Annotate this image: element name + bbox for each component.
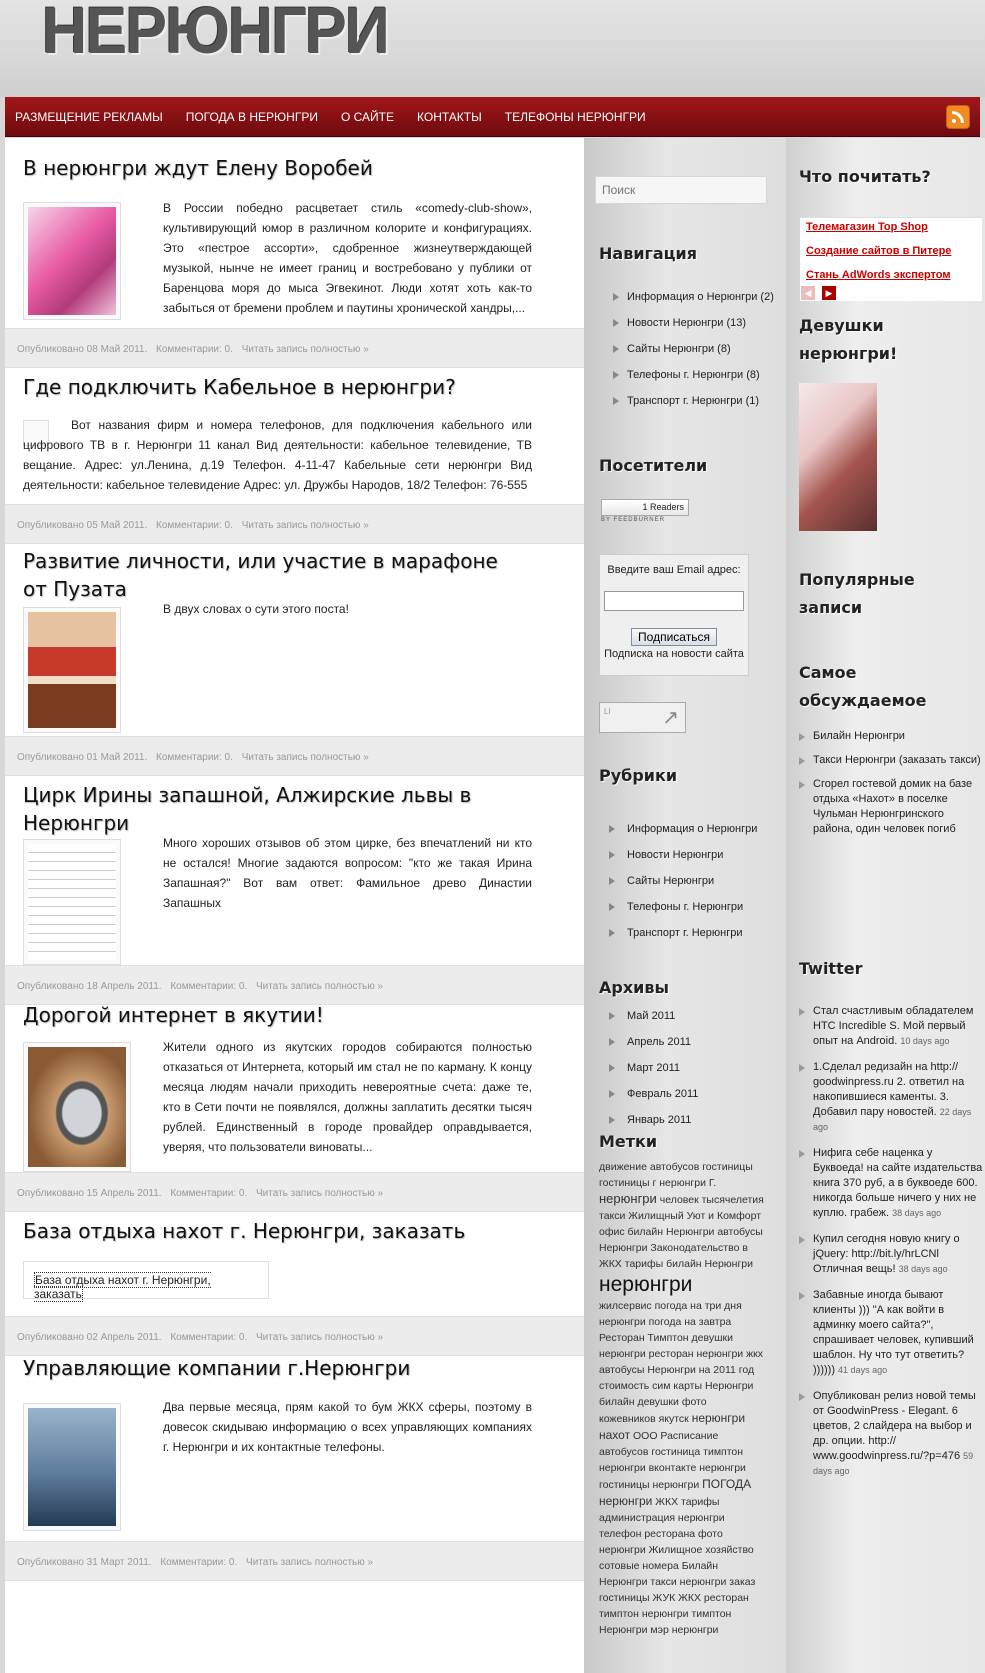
tag-link[interactable]: администрация нерюнгри xyxy=(599,1512,725,1524)
rubric-item[interactable]: Сайты Нерюнгри xyxy=(609,874,757,900)
tag-link[interactable]: гостиницы г нерюнгри xyxy=(599,1177,706,1189)
tag-link[interactable]: ресторан тимптон нерюнгри xyxy=(599,1592,749,1620)
post-title[interactable]: Управляющие компании г.Нерюнгри xyxy=(23,1356,411,1380)
tag-link[interactable]: Законодательство в ЖКХ xyxy=(599,1242,748,1270)
rubric-item[interactable]: Транспорт г. Нерюнгри xyxy=(609,926,757,952)
tag-link[interactable]: заказ гостиницы xyxy=(599,1576,756,1604)
tag-link[interactable]: Жилищное хозяйство xyxy=(648,1544,754,1556)
tweet-item xyxy=(799,1389,983,1479)
tag-link[interactable]: девушки xyxy=(637,1396,679,1408)
post xyxy=(5,369,584,509)
feedburner-counter[interactable]: 1 Readers xyxy=(601,499,689,516)
ad-link[interactable]: Телемагазин Top Shop xyxy=(806,221,928,233)
post-date: Опубликовано 08 Май 2011. xyxy=(17,344,148,355)
nav-item-about[interactable]: О САЙТЕ xyxy=(340,110,394,124)
nav-item-ads[interactable]: РАЗМЕЩЕНИЕ РЕКЛАМЫ xyxy=(15,110,163,124)
tweet-item xyxy=(799,1004,983,1049)
post-excerpt: В двух словах о сути этого поста! xyxy=(163,602,349,616)
rubric-item[interactable]: Новости Нерюнгри xyxy=(609,848,757,874)
tag-link[interactable]: нерюнгри гостиницы нерюнгри xyxy=(599,1462,746,1491)
post-excerpt: Вот названия фирм и номера телефонов, для подключения кабельного или цифрового ТВ в г. Нерюнгри 11 канал Вид деятельности: кабельное телевидение, ТВ вещание. Адрес: ул.Ленина, д.19 Телефон. 4-11-47 Кабельные сети нерюнгри Вид деятельности: кабельное телевидение Адрес: ул. Дружбы Народов, 18/2 Телефон: 76-555 xyxy=(23,418,532,492)
nav-widget-item[interactable]: Телефоны г. Нерюнгри (8) xyxy=(613,368,774,394)
nav-item-weather[interactable]: ПОГОДА В НЕРЮНГРИ xyxy=(185,110,318,124)
tweet-item xyxy=(799,1146,983,1221)
ad-link[interactable]: Создание сайтов в Питере xyxy=(806,245,952,257)
rubric-item[interactable]: Телефоны г. Нерюнгри xyxy=(609,900,757,926)
post-excerpt: В России победно расцветает стиль «comedy-club-show», культивирующий юмор в различном колорите и конфигурациях. Это «пестрое ассорти», сдобренное жизнеутверждающей музыкой, нынче не имеет границ и востребовано у публики от Баренцова моря до мыса Эгвекинот. Люди хотят хоть как-то забыться от бремени проблем и паутины хронической хандры,... xyxy=(163,201,532,315)
post-meta xyxy=(5,736,584,776)
nav-widget-title: Навигация xyxy=(599,244,698,263)
tweet-time[interactable]: 38 days ago xyxy=(892,1208,942,1218)
ad-link[interactable]: Стань AdWords экспертом xyxy=(806,269,951,281)
tag-link[interactable]: ПОГОДА нерюнгри xyxy=(599,1477,752,1508)
post-date: Опубликовано 02 Апрель 2011. xyxy=(17,1332,162,1343)
tag-link[interactable]: Жилищный Уют и Комфорт xyxy=(628,1210,762,1222)
post-meta xyxy=(5,504,584,544)
tag-link[interactable]: нерюнгри xyxy=(599,1273,693,1296)
tweet-time[interactable]: 38 days ago xyxy=(898,1264,948,1274)
tag-link[interactable]: ООО Расписание автобусов xyxy=(599,1430,719,1458)
email-label: Введите ваш Email адрес: xyxy=(607,564,741,576)
post-meta xyxy=(5,1541,584,1581)
counter-label: LI xyxy=(604,707,611,716)
nav-widget-item[interactable]: Сайты Нерюнгри (8) xyxy=(613,342,774,368)
search-input[interactable] xyxy=(595,176,767,204)
archive-item[interactable]: Февраль 2011 xyxy=(609,1087,698,1113)
read-more-link[interactable]: Читать запись полностью » xyxy=(256,1188,384,1199)
tag-link[interactable]: движение автобусов xyxy=(599,1161,700,1173)
ad-block xyxy=(800,217,982,301)
tags-widget-title: Метки xyxy=(599,1132,658,1151)
discussed-item[interactable]: Такси Нерюнгри (заказать такси) xyxy=(799,753,981,768)
read-more-link[interactable]: Читать запись полностью » xyxy=(241,520,369,531)
post-title[interactable]: В нерюнгри ждут Елену Воробей xyxy=(23,156,373,180)
nav-widget-item[interactable]: Информация о Нерюнгри (2) xyxy=(613,290,774,316)
discussed-list xyxy=(799,729,981,837)
post-thumbnail[interactable] xyxy=(23,607,121,733)
post-date: Опубликовано 15 Апрель 2011. xyxy=(17,1188,162,1199)
tag-link[interactable]: Билайн Нерюнгри xyxy=(599,1560,719,1588)
post-date: Опубликовано 31 Март 2011. xyxy=(17,1557,152,1568)
tag-link[interactable]: жкх xyxy=(746,1348,763,1360)
tag-link[interactable]: тарифы xyxy=(624,1258,664,1270)
post-comments[interactable]: Комментарии: 0. xyxy=(156,752,233,763)
read-more-link[interactable]: Читать запись полностью » xyxy=(241,752,369,763)
nav-widget-item[interactable]: Новости Нерюнгри (13) xyxy=(613,316,774,342)
tweet-time[interactable]: 10 days ago xyxy=(900,1036,950,1046)
tag-cloud xyxy=(599,1159,765,1638)
liveinternet-counter[interactable] xyxy=(599,702,686,733)
post-image-placeholder[interactable] xyxy=(23,1261,269,1299)
middle-sidebar xyxy=(584,138,786,1673)
tweet-item xyxy=(799,1232,983,1277)
tag-link[interactable]: стоимость сим карты xyxy=(599,1380,703,1392)
tag-link[interactable]: фото кожевников xyxy=(599,1396,707,1425)
discussed-widget-title: Самое обсуждаемое xyxy=(799,663,927,710)
post-date: Опубликовано 01 Май 2011. xyxy=(17,752,148,763)
tag-link[interactable]: Г. xyxy=(708,1177,717,1189)
tag-link[interactable]: Нерюнгри xyxy=(599,1624,648,1636)
subscribe-box xyxy=(599,554,749,676)
tag-link[interactable]: такси xyxy=(599,1210,626,1222)
archive-item[interactable]: Апрель 2011 xyxy=(609,1035,698,1061)
rss-icon[interactable] xyxy=(946,105,970,129)
tag-link[interactable]: Нерюнгри билайн xyxy=(599,1380,754,1408)
site-logo[interactable]: НЕРЮНГРИ xyxy=(42,0,389,67)
next-arrow-icon[interactable]: ▶ xyxy=(822,286,836,300)
post-comments[interactable]: Комментарии: 0. xyxy=(160,1557,238,1568)
main-content xyxy=(5,138,584,1673)
post-comments[interactable]: Комментарии: 0. xyxy=(156,344,233,355)
tag-link[interactable]: нерюнгри xyxy=(599,1191,657,1206)
post xyxy=(5,777,584,977)
archives-widget-title: Архивы xyxy=(599,978,669,997)
read-more-link[interactable]: Читать запись полностью » xyxy=(256,1332,384,1343)
tweet-text: Забавные иногда бывают клиенты ))) "А как войти в админку моего сайта?", спрашивает человек, купивший шаблон. Ну что тут ответить? )))))) xyxy=(813,1289,974,1376)
nav-item-contacts[interactable]: КОНТАКТЫ xyxy=(417,110,482,124)
tweet-item xyxy=(799,1060,983,1135)
post-meta xyxy=(5,1172,584,1212)
nav-widget-item[interactable]: Транспорт г. Нерюнгри (1) xyxy=(613,394,774,420)
rubrics-widget-title: Рубрики xyxy=(599,766,678,785)
tag-link[interactable]: погода на три дня xyxy=(654,1300,742,1312)
tag-link[interactable]: нерюнгри погода на завтра xyxy=(599,1316,732,1328)
tag-link[interactable]: тысячелетия xyxy=(701,1194,764,1206)
post-meta xyxy=(5,965,584,1005)
tag-link[interactable]: тимптон xyxy=(691,1608,732,1620)
site-header xyxy=(0,0,985,97)
post-excerpt: Жители одного из якутских городов собираются полностью отказаться от Интернета, который им стал не по карману. К концу месяца людям начали приходить невероятные счета: даже те, кто в Сети почти не появлялся, должны заплатить десятки тысяч рублей. Единственный в городе провайдер оправдывается, уверяя, что пользователи виноваты... xyxy=(163,1040,532,1154)
subscribe-button[interactable]: Подписаться xyxy=(631,628,717,646)
post-comments[interactable]: Комментарии: 0. xyxy=(170,1332,248,1343)
post-thumbnail[interactable] xyxy=(23,202,121,320)
tag-link[interactable]: девушки нерюнгри xyxy=(599,1332,733,1360)
post-excerpt: Много хороших отзывов об этом цирке, без впечатлений ни кто не остался! Многие задаются вопросом: "кто же такая Ирина Запашная?" Вот вам ответ: Фамильное древо Династии Запашных xyxy=(163,836,532,910)
main-nav xyxy=(5,97,980,137)
tweet-text: Нифига себе наценка у Буквоеда! на сайте издательства книга 370 руб, а в буквоеде 600. никогда больше ничего у них не куплю. грабеж. xyxy=(813,1147,983,1219)
read-widget-title: Что почитать? xyxy=(799,167,931,186)
post-date: Опубликовано 18 Апрель 2011. xyxy=(17,981,162,992)
feedburner-label: BY FEEDBURNER xyxy=(601,517,665,523)
subscribe-note[interactable]: Подписка на новости сайта xyxy=(604,648,744,660)
twitter-widget-title: Twitter xyxy=(799,959,863,978)
archive-item[interactable]: Январь 2011 xyxy=(609,1113,698,1139)
right-sidebar xyxy=(786,138,985,1673)
post-meta xyxy=(5,1316,584,1356)
tweet-time[interactable]: 22 days ago xyxy=(813,1107,972,1132)
post-comments[interactable]: Комментарии: 0. xyxy=(156,520,233,531)
tag-link[interactable]: Ресторан Тимптон xyxy=(599,1332,689,1344)
tag-link[interactable]: нерюнгри вконтакте xyxy=(599,1462,697,1474)
post xyxy=(5,1213,584,1323)
nav-item-phones[interactable]: ТЕЛЕФОНЫ НЕРЮНГРИ xyxy=(504,110,646,124)
read-more-link[interactable]: Читать запись полностью » xyxy=(241,344,369,355)
tag-link[interactable]: ЖКХ тарифы xyxy=(655,1496,720,1508)
rubric-item[interactable]: Информация о Нерюнгри xyxy=(609,822,757,848)
tag-link[interactable]: нахот xyxy=(599,1428,631,1442)
read-more-link[interactable]: Читать запись полностью » xyxy=(256,981,384,992)
girl-photo[interactable] xyxy=(799,383,877,531)
popular-widget-title: Популярные записи xyxy=(799,570,915,617)
rubrics-list xyxy=(609,822,757,952)
post-excerpt: Два первые месяца, прям какой то бум ЖКХ сферы, поэтому в довесок скидываю информацию о всех управляющих компаниях г. Нерюнгри и их контактные телефоны. xyxy=(163,1400,532,1454)
discussed-item[interactable]: Билайн Нерюнгри xyxy=(799,729,981,744)
tag-link[interactable]: офис билайн Нерюнгри xyxy=(599,1226,715,1238)
tag-link[interactable]: мэр нерюнгри xyxy=(650,1624,719,1636)
post xyxy=(5,1357,584,1567)
tag-link[interactable]: такси нерюнгри xyxy=(650,1576,727,1588)
tag-link[interactable]: сотовые номера xyxy=(599,1560,679,1572)
post-title[interactable]: Цирк Ирины запашной, Алжирские львы в Нерюнгри xyxy=(23,783,472,835)
tweet-item xyxy=(799,1288,983,1378)
tag-link[interactable]: автобусы Нерюнгри xyxy=(599,1226,763,1254)
tag-link[interactable]: нерюнгри xyxy=(691,1411,746,1425)
tag-link[interactable]: гостиница тимптон xyxy=(651,1446,744,1458)
tag-link[interactable]: якутск xyxy=(658,1413,689,1425)
post-title[interactable]: Развитие личности, или участие в марафоне от Пузата xyxy=(23,549,498,601)
tweet-text: Опубликован релиз новой темы от GoodwinPress - Elegant. 6 цветов, 2 слайдера на выбор и др. опции. http:// www.goodwinpress.ru/?p=476 xyxy=(813,1390,976,1462)
tag-link[interactable]: ЖУК ЖКХ xyxy=(652,1592,701,1604)
post-date: Опубликовано 05 Май 2011. xyxy=(17,520,148,531)
visitors-widget-title: Посетители xyxy=(599,456,708,475)
post-thumbnail[interactable] xyxy=(23,839,121,965)
post xyxy=(5,545,584,755)
post-comments[interactable]: Комментарии: 0. xyxy=(170,981,248,992)
arrow-icon: ↗ xyxy=(662,707,679,729)
tag-link[interactable]: билайн Нерюнгри xyxy=(666,1258,753,1270)
tag-link[interactable]: гостиницы xyxy=(702,1161,753,1173)
email-field[interactable] xyxy=(604,591,744,611)
girls-widget-title: Девушки нерюнгри! xyxy=(799,316,898,363)
post-title[interactable]: База отдыха нахот г. Нерюнгри, заказать xyxy=(23,1219,466,1243)
post-image-alt: База отдыха нахот г. Нерюнгри, заказать xyxy=(34,1273,211,1301)
post-comments[interactable]: Комментарии: 0. xyxy=(170,1188,248,1199)
tweet-text: Купил сегодня новую книгу о jQuery: http://bit.ly/hrLCNl Отличная вещь! xyxy=(813,1233,960,1275)
discussed-item[interactable]: Сгорел гостевой домик на базе отдыха «Нахот» в поселке Чульман Нерюнгринского района, один человек погиб xyxy=(799,777,981,837)
tag-link[interactable]: телефон ресторана xyxy=(599,1528,696,1540)
archive-item[interactable]: Май 2011 xyxy=(609,1009,698,1035)
post-meta xyxy=(5,328,584,368)
post-title[interactable]: Дорогой интернет в якутии! xyxy=(23,1003,324,1027)
tag-link[interactable]: автобусы Нерюнгри на 2011 год xyxy=(599,1364,755,1376)
nav-widget-list xyxy=(613,290,774,420)
archive-item[interactable]: Март 2011 xyxy=(609,1061,698,1087)
tag-link[interactable]: человек xyxy=(659,1194,699,1206)
post-title[interactable]: Где подключить Кабельное в нерюнгри? xyxy=(23,375,456,399)
read-more-link[interactable]: Читать запись полностью » xyxy=(246,1557,374,1568)
post-thumbnail[interactable] xyxy=(23,1042,131,1172)
archives-list xyxy=(609,1009,698,1139)
prev-arrow-icon[interactable]: ◀ xyxy=(801,286,815,300)
tag-link[interactable]: жилсервис xyxy=(599,1300,652,1312)
tweet-time[interactable]: 41 days ago xyxy=(838,1365,888,1375)
tweet-time[interactable]: 59 days ago xyxy=(813,1451,974,1476)
tweet-text: 1.Сделал редизайн на http:// goodwinpress.ru 2. ответил на накопившиеся каменты. 3. Добавил пару новостей. xyxy=(813,1061,965,1118)
tweet-text: Стал счастливым обладателем HTC Incredible S. Мой первый опыт на Android. xyxy=(813,1005,974,1047)
post-thumbnail[interactable] xyxy=(23,1403,121,1531)
tag-link[interactable]: ресторан нерюнгри xyxy=(648,1348,744,1360)
tweet-list xyxy=(799,1004,983,1479)
tag-link[interactable]: фото нерюнгри xyxy=(599,1528,723,1556)
